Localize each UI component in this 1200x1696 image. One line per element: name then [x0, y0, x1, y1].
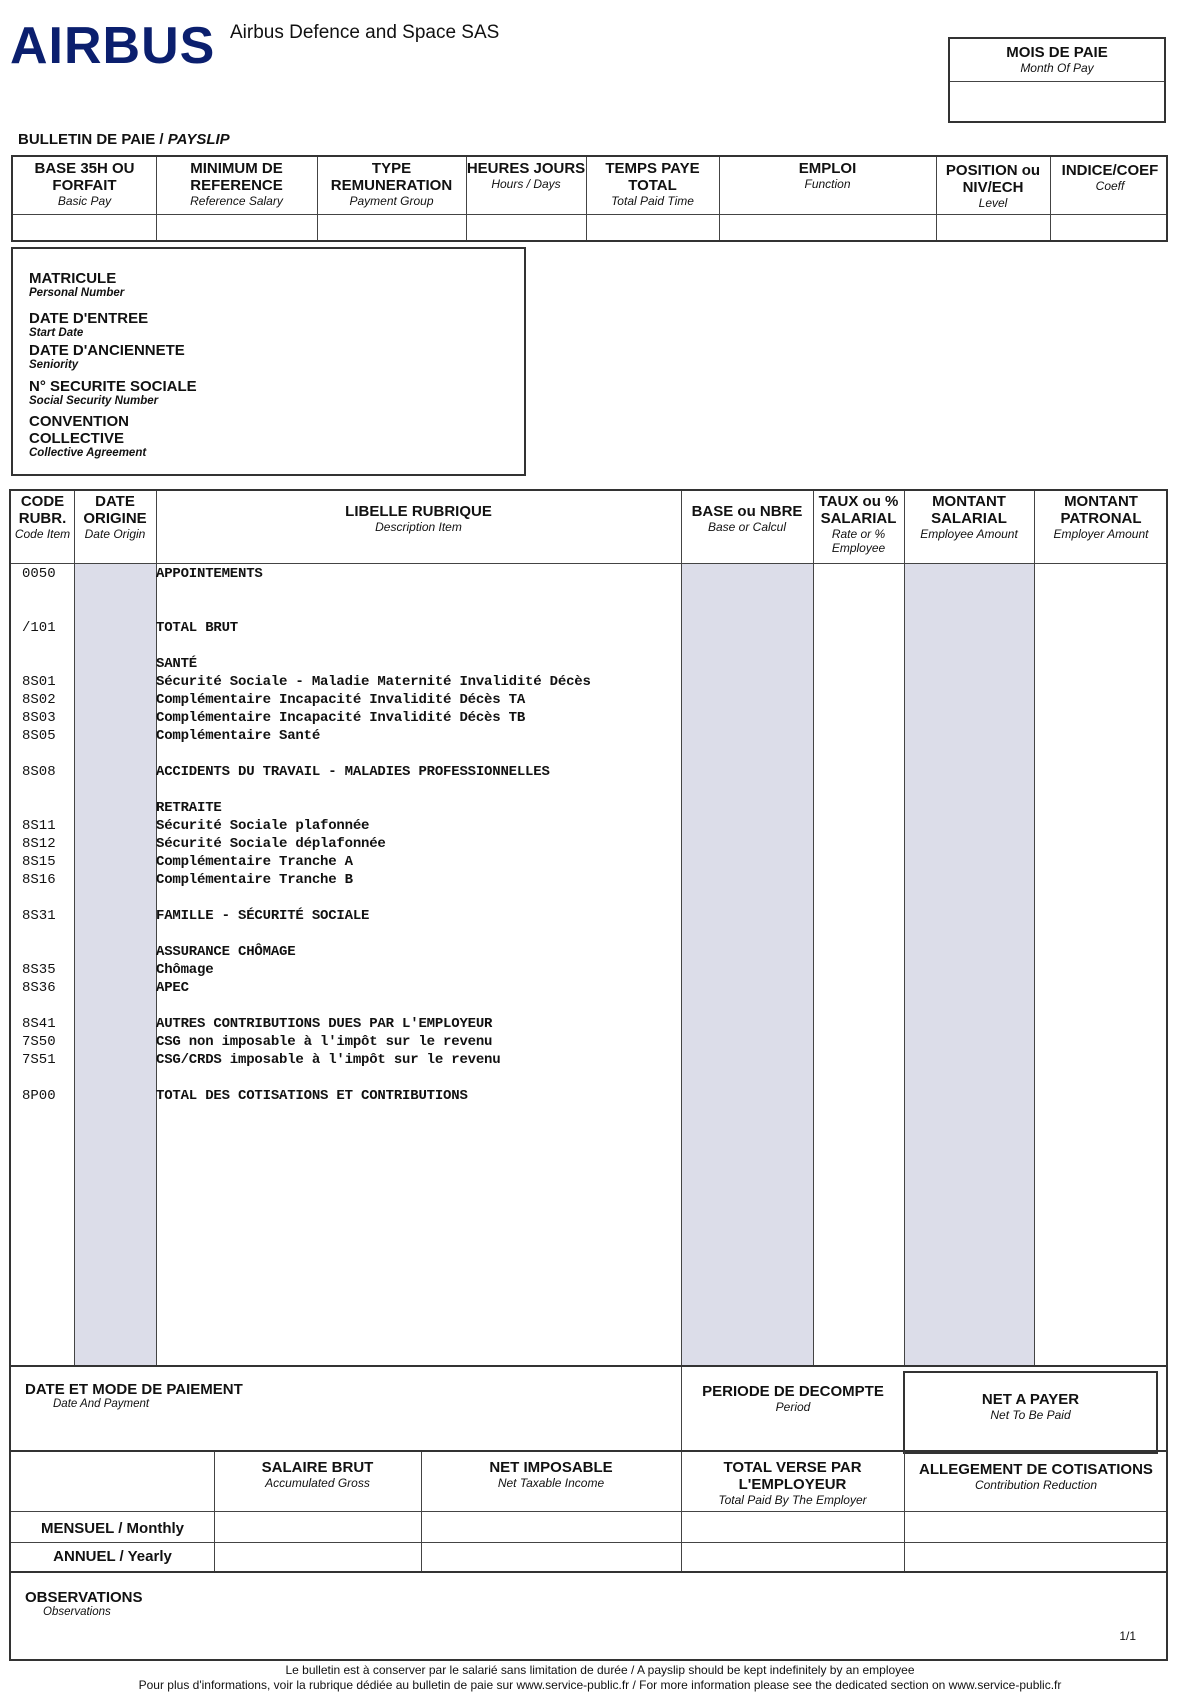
line-description: Sécurité Sociale déplafonnée	[156, 836, 386, 852]
line-code: 8S03	[22, 710, 56, 726]
line-description: Complémentaire Tranche B	[156, 872, 353, 888]
line-code: 8S02	[22, 692, 56, 708]
month-of-pay-box	[948, 37, 1166, 123]
col-function: EMPLOI Function	[798, 160, 857, 191]
employee-info-box	[11, 247, 526, 476]
col-net-taxable: NET IMPOSABLE Net Taxable Income	[489, 1459, 613, 1490]
line-description: TOTAL BRUT	[156, 620, 239, 636]
line-code	[22, 583, 74, 601]
line-description: Complémentaire Santé	[156, 728, 321, 744]
line-code	[22, 655, 74, 673]
footer-line-1: Le bulletin est à conserver par le salarié sans limitation de durée / A payslip should be kept indefinitely by an employee	[285, 1663, 915, 1677]
line-description: Chômage	[156, 962, 214, 978]
line-description	[156, 1069, 681, 1087]
line-code	[22, 781, 74, 799]
line-code: 8S35	[22, 962, 56, 978]
line-code: 0050	[22, 566, 56, 582]
observations-box	[9, 1573, 1168, 1661]
line-code	[22, 943, 74, 961]
line-description: ASSURANCE CHÔMAGE	[156, 944, 296, 960]
line-code	[22, 925, 74, 943]
col-employer-amount: MONTANT PATRONAL Employer Amount	[1053, 493, 1149, 541]
line-code: 8S11	[22, 818, 56, 834]
line-description	[156, 601, 681, 619]
line-code: 8S41	[22, 1016, 56, 1032]
field-seniority: DATE D'ANCIENNETE Seniority	[29, 342, 185, 371]
line-description: Complémentaire Incapacité Invalidité Décès TA	[156, 692, 526, 708]
line-description	[156, 583, 681, 601]
net-to-pay: NET A PAYER Net To Be Paid	[981, 1391, 1080, 1422]
pay-basis-table	[11, 155, 1168, 242]
footer-line-2: Pour plus d'informations, voir la rubrique dédiée au bulletin de paie sur www.service-public.fr / For more information please see the dedicated section on www.service-public.fr	[138, 1678, 1062, 1692]
field-social-security: N° SECURITE SOCIALE Social Security Number	[29, 378, 197, 407]
col-reference-salary: MINIMUM DE REFERENCE Reference Salary	[190, 160, 283, 208]
line-description: APEC	[156, 980, 189, 996]
line-description: Sécurité Sociale - Maladie Maternité Invalidité Décès	[156, 674, 591, 690]
line-description: CSG/CRDS imposable à l'impôt sur le revenu	[156, 1052, 501, 1068]
line-code	[22, 745, 74, 763]
col-payment-group: TYPE REMUNERATION Payment Group	[330, 160, 453, 208]
col-description: LIBELLE RUBRIQUE Description Item	[345, 503, 492, 534]
line-code: 8S16	[22, 872, 56, 888]
line-description	[156, 745, 681, 763]
airbus-logo: AIRBUS	[10, 17, 216, 75]
line-description: Sécurité Sociale plafonnée	[156, 818, 370, 834]
col-base: BASE ou NBRE Base or Calcul	[691, 503, 803, 534]
page-number: 1/1	[1119, 1629, 1136, 1643]
line-code: /101	[22, 620, 56, 636]
line-description: FAMILLE - SÉCURITÉ SOCIALE	[156, 908, 370, 924]
col-date-origin: DATE ORIGINE Date Origin	[83, 493, 147, 541]
field-personal-number: MATRICULE Personal Number	[29, 270, 125, 299]
line-description: APPOINTEMENTS	[156, 566, 263, 582]
line-description: TOTAL DES COTISATIONS ET CONTRIBUTIONS	[156, 1088, 468, 1104]
line-code: 7S50	[22, 1034, 56, 1050]
row-monthly: MENSUEL / Monthly	[40, 1520, 185, 1537]
line-description	[156, 781, 681, 799]
col-total-paid-employer: TOTAL VERSE PAR L'EMPLOYEUR Total Paid By The Employer	[718, 1459, 867, 1507]
line-description	[156, 997, 681, 1015]
line-description: Complémentaire Incapacité Invalidité Décès TB	[156, 710, 526, 726]
line-code	[22, 1069, 74, 1087]
line-description: AUTRES CONTRIBUTIONS DUES PAR L'EMPLOYEUR	[156, 1016, 493, 1032]
month-of-pay-label: MOIS DE PAIE	[1006, 44, 1108, 61]
col-rate: TAUX ou % SALARIAL Rate or % Employee	[818, 493, 899, 555]
payslip-lines-table	[9, 489, 1168, 1367]
month-of-pay-sublabel: Month Of Pay	[1020, 61, 1094, 75]
line-code: 8S15	[22, 854, 56, 870]
line-description: ACCIDENTS DU TRAVAIL - MALADIES PROFESSIONNELLES	[156, 764, 550, 780]
line-description	[156, 889, 681, 907]
col-code: CODE RUBR. Code Item	[14, 493, 71, 541]
col-base-35h: BASE 35H OU FORFAIT Basic Pay	[34, 160, 135, 208]
period: PERIODE DE DECOMPTE Period	[702, 1383, 884, 1414]
line-code: 8S12	[22, 836, 56, 852]
line-code	[22, 637, 74, 655]
date-and-payment: DATE ET MODE DE PAIEMENT Date And Payment	[25, 1381, 243, 1410]
line-description	[156, 637, 681, 655]
description-column	[156, 565, 681, 1105]
line-description: RETRAITE	[156, 800, 222, 816]
observations-label: OBSERVATIONS Observations	[25, 1589, 143, 1618]
line-code: 8P00	[22, 1088, 56, 1104]
code-column	[22, 565, 74, 1105]
col-accumulated-gross: SALAIRE BRUT Accumulated Gross	[261, 1459, 374, 1490]
line-code	[22, 601, 74, 619]
col-contribution-reduction: ALLEGEMENT DE COTISATIONS Contribution Reduction	[919, 1461, 1153, 1492]
col-total-paid-time: TEMPS PAYE TOTAL Total Paid Time	[605, 160, 700, 208]
totals-table	[9, 1452, 1168, 1573]
line-description: CSG non imposable à l'impôt sur le revenu	[156, 1034, 493, 1050]
line-code	[22, 799, 74, 817]
field-start-date: DATE D'ENTREE Start Date	[29, 310, 149, 339]
net-to-pay-box	[903, 1371, 1158, 1454]
line-code: 8S05	[22, 728, 56, 744]
line-code: 8S31	[22, 908, 56, 924]
line-code: 8S01	[22, 674, 56, 690]
line-code: 8S36	[22, 980, 56, 996]
line-description: SANTÉ	[156, 656, 198, 672]
document-title: BULLETIN DE PAIE / PAYSLIP	[18, 131, 230, 148]
line-description: Complémentaire Tranche A	[156, 854, 353, 870]
row-yearly: ANNUEL / Yearly	[53, 1548, 172, 1565]
line-code: 7S51	[22, 1052, 56, 1068]
line-description	[156, 925, 681, 943]
col-level: POSITION ou NIV/ECH Level	[945, 162, 1041, 210]
col-employee-amount: MONTANT SALARIAL Employee Amount	[920, 493, 1018, 541]
col-hours-days: HEURES JOURS Hours / Days	[466, 160, 586, 191]
field-collective-agreement: CONVENTION COLLECTIVE Collective Agreement	[29, 413, 147, 459]
line-code	[22, 997, 74, 1015]
line-code	[22, 889, 74, 907]
company-name: Airbus Defence and Space SAS	[230, 22, 500, 43]
col-coeff: INDICE/COEF Coeff	[1061, 162, 1159, 193]
line-code: 8S08	[22, 764, 56, 780]
